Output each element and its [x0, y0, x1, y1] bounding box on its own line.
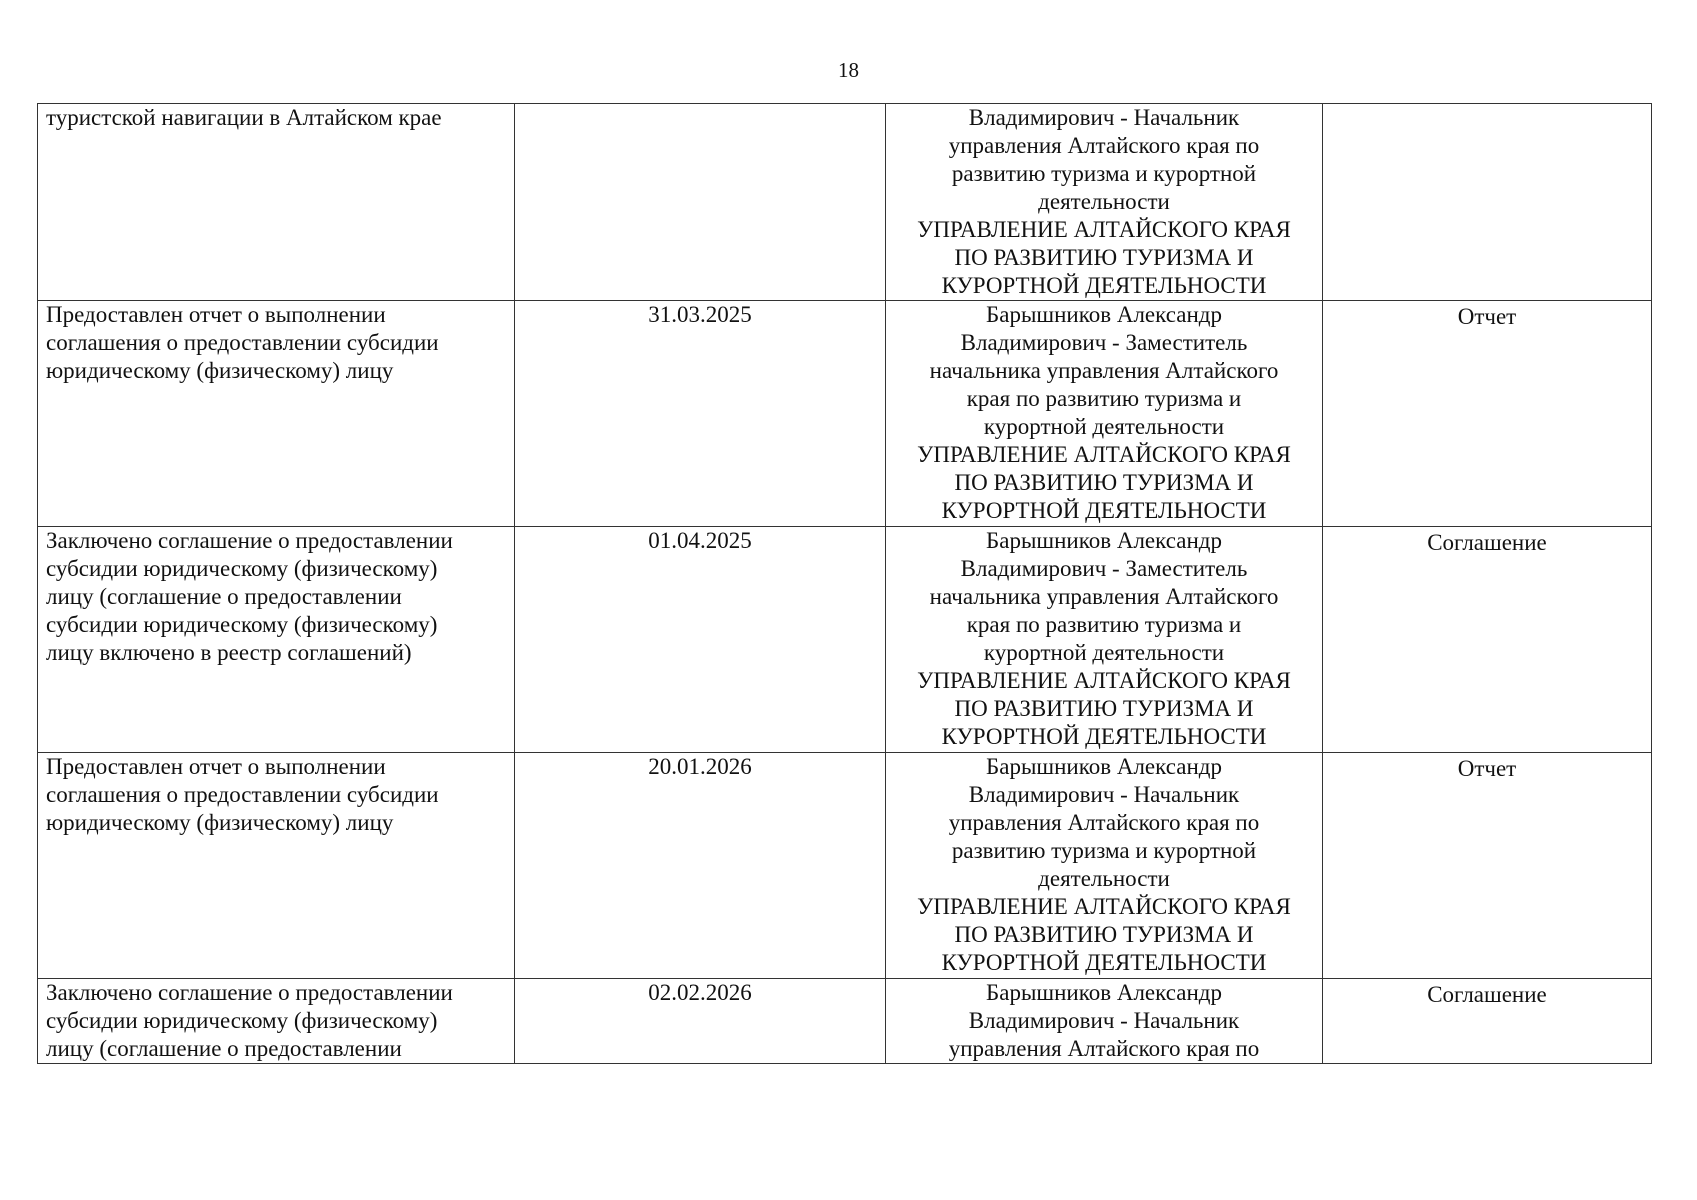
table-body [38, 104, 1652, 1064]
table-row [38, 301, 1652, 527]
event-description-cell [38, 301, 515, 527]
responsible-person-line: Барышников Александр [986, 528, 1222, 553]
responsible-person-line: Барышников Александр [986, 754, 1222, 779]
document-type: Соглашение [1427, 982, 1547, 1007]
document-type: Отчет [1457, 304, 1517, 329]
responsible-person-line: Владимирович - Заместитель [960, 330, 1248, 355]
responsible-person-cell [886, 753, 1323, 979]
responsible-person-line: УПРАВЛЕНИЕ АЛТАЙСКОГО КРАЯ [917, 894, 1291, 919]
table-row [38, 753, 1652, 979]
event-description-line: соглашения о предоставлении субсидии [46, 330, 439, 355]
responsible-person-line: Владимирович - Начальник [968, 105, 1240, 130]
event-description-cell [38, 527, 515, 753]
event-date: 01.04.2025 [648, 528, 752, 553]
responsible-person-line: УПРАВЛЕНИЕ АЛТАЙСКОГО КРАЯ [917, 442, 1291, 467]
responsible-person-line: ПО РАЗВИТИЮ ТУРИЗМА И [954, 470, 1254, 495]
document-type-cell [1323, 527, 1652, 753]
document-type-cell [1323, 979, 1652, 1064]
document-type-cell [1323, 301, 1652, 527]
event-date-cell [515, 753, 886, 979]
responsible-person-line: КУРОРТНОЙ ДЕЯТЕЛЬНОСТИ [941, 724, 1267, 749]
responsible-person-line: ПО РАЗВИТИЮ ТУРИЗМА И [954, 696, 1254, 721]
responsible-person-line: КУРОРТНОЙ ДЕЯТЕЛЬНОСТИ [941, 273, 1267, 298]
table-row [38, 979, 1652, 1064]
event-description-line: субсидии юридическому (физическому) [46, 612, 438, 637]
responsible-person-line: КУРОРТНОЙ ДЕЯТЕЛЬНОСТИ [941, 498, 1267, 523]
event-description-line: юридическому (физическому) лицу [46, 810, 394, 835]
event-description-cell [38, 104, 515, 301]
responsible-person-line: УПРАВЛЕНИЕ АЛТАЙСКОГО КРАЯ [917, 217, 1291, 242]
document-type: Отчет [1457, 756, 1517, 781]
responsible-person-line: управления Алтайского края по [948, 133, 1260, 158]
responsible-person-line: развитию туризма и курортной [951, 161, 1257, 186]
responsible-person-line: ПО РАЗВИТИЮ ТУРИЗМА И [954, 922, 1254, 947]
responsible-person-line: развитию туризма и курортной [951, 838, 1257, 863]
responsible-person-line: Владимирович - Начальник [968, 782, 1240, 807]
responsible-person-line: курортной деятельности [983, 414, 1225, 439]
responsible-person-cell [886, 301, 1323, 527]
responsible-person-line: Владимирович - Заместитель [960, 556, 1248, 581]
event-description-line: субсидии юридическому (физическому) [46, 556, 438, 581]
responsible-person-line: управления Алтайского края по [948, 810, 1260, 835]
responsible-person-line: УПРАВЛЕНИЕ АЛТАЙСКОГО КРАЯ [917, 668, 1291, 693]
responsible-person-line: управления Алтайского края по [948, 1036, 1260, 1061]
responsible-person-line: Барышников Александр [986, 980, 1222, 1005]
responsible-person-line: курортной деятельности [983, 640, 1225, 665]
event-description-cell [38, 979, 515, 1064]
document-type [1331, 104, 1643, 106]
event-description-line: юридическому (физическому) лицу [46, 358, 394, 383]
responsible-person-line: КУРОРТНОЙ ДЕЯТЕЛЬНОСТИ [941, 950, 1267, 975]
event-date-cell [515, 979, 886, 1064]
event-description-line: лицу (соглашение о предоставлении [46, 584, 402, 609]
event-date-cell [515, 104, 886, 301]
page-number: 18 [838, 58, 859, 82]
document-type-cell [1323, 753, 1652, 979]
event-date-cell [515, 527, 886, 753]
table-row [38, 527, 1652, 753]
event-date: 20.01.2026 [648, 754, 752, 779]
responsible-person-cell [886, 527, 1323, 753]
event-description-line: Предоставлен отчет о выполнении [46, 302, 386, 327]
responsible-person-line: края по развитию туризма и [966, 386, 1242, 411]
document-type: Соглашение [1427, 530, 1547, 555]
event-description-cell [38, 753, 515, 979]
responsible-person-cell [886, 979, 1323, 1064]
responsible-person-line: Барышников Александр [986, 302, 1222, 327]
event-description-line: Предоставлен отчет о выполнении [46, 754, 386, 779]
event-description-line: лицу включено в реестр соглашений) [46, 640, 412, 665]
responsible-person-line: деятельности [1038, 189, 1170, 214]
responsible-person-line: края по развитию туризма и [966, 612, 1242, 637]
responsible-person-line: ПО РАЗВИТИЮ ТУРИЗМА И [954, 245, 1254, 270]
responsible-person-cell [886, 104, 1323, 301]
event-description-line: лицу (соглашение о предоставлении [46, 1036, 402, 1061]
responsible-person-line: Владимирович - Начальник [968, 1008, 1240, 1033]
event-date: 02.02.2026 [648, 980, 752, 1005]
event-date: 31.03.2025 [648, 302, 752, 327]
table-row [38, 104, 1652, 301]
document-type-cell [1323, 104, 1652, 301]
responsible-person-line: начальника управления Алтайского [929, 358, 1279, 383]
event-description-line: Заключено соглашение о предоставлении [46, 980, 453, 1005]
responsible-person-line: начальника управления Алтайского [929, 584, 1279, 609]
event-description-line: туристской навигации в Алтайском крае [46, 105, 442, 130]
event-description-line: Заключено соглашение о предоставлении [46, 528, 453, 553]
event-description-line: соглашения о предоставлении субсидии [46, 782, 439, 807]
event-description-line: субсидии юридическому (физическому) [46, 1008, 438, 1033]
responsible-person-line: деятельности [1038, 866, 1170, 891]
plan-table [37, 103, 1652, 1064]
event-date-cell [515, 301, 886, 527]
